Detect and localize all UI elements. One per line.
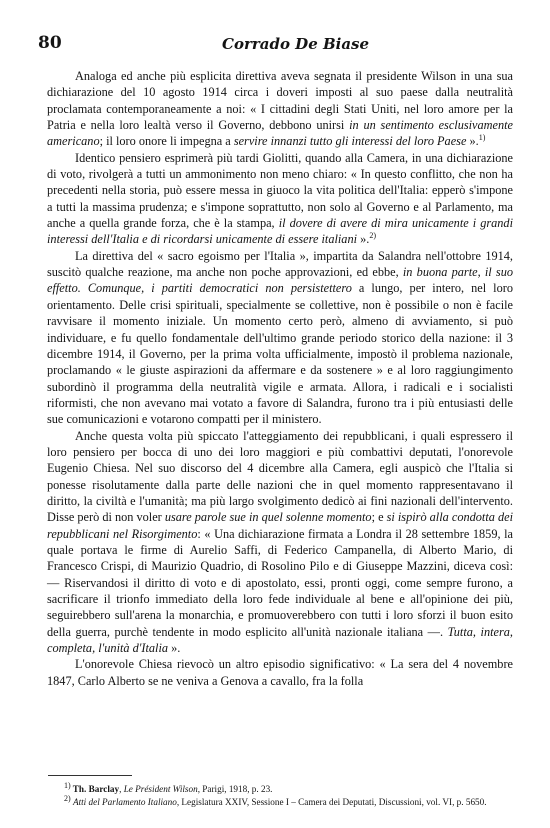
paragraph — [47, 248, 513, 428]
paragraph — [47, 68, 513, 150]
footnote-ref: 1) — [64, 780, 71, 790]
text-run: ; il loro onore li impegna a — [99, 134, 234, 149]
text-run: usare parole sue in quel solenne momento — [164, 510, 372, 525]
text-run: in un sentimento esclusivamente americano — [47, 118, 514, 149]
text-run: Tutta, intera, completa, l'unità d'Italia — [47, 624, 513, 656]
running-title: Corrado De Biase — [222, 35, 370, 53]
text-run: a lungo, per intero, nel loro orientamento. Delle crisi spirituali, specialmente se collettive, non è possibile o non è facile ravvisare il momento iniziale. Un momento certo però, almeno di avviamento, si può individuare, e fu quello fondamentale dell'ultimo grande periodo storico della nazione: il 3 dicembre 1914, il Governo, per la prima volta ufficialmente, impostò il problema nazionale, proclamando « le giuste aspirazioni da affermare e da sostenere » e al loro raggiungimento subordinò il programma della neutralità vigile e armata. Allora, i radicali e i socialisti riformisti, che non avevano mai votato a favore di Salandra, furono tra i più entusiasti delle sue comunicazioni e votarono compatti per il ministero. — [47, 281, 513, 427]
text-run: Anche questa volta più spiccato l'atteggiamento dei repubblicani, i quali espressero il loro pensiero per bocca di uno dei loro maggiori e più combattivi deputati, l'onorevole Eugenio Chiesa. Nel suo discorso del 4 dicembre alla Camera, egli auspicò che l'Italia si ponesse risolutamente dalla parte delle nazioni che in quel momento rappresentavano il diritto, la civiltà e l'umanità; ma più largo svolgimento dedicò ai fini nazionali dell'intervento. Disse però di non voler — [47, 428, 513, 525]
text-run: Th. Barclay — [70, 784, 120, 794]
text-run: ». — [466, 134, 479, 149]
text-run: La direttiva del « sacro egoismo per l'Italia », impartita da Salandra nell'ottobre 1914, suscitò qualche reazione, ma anche non poche approvazioni, ed ebbe, — [47, 248, 513, 280]
paragraph — [47, 428, 513, 657]
text-run: Identico pensiero esprimerà più tardi Giolitti, quando alla Camera, in una dichiarazione di voto, rivolgerà a tutti un ammonimento non meno chiaro: « In questo conflitto, che non ha precedenti nella storia, può essere messa in giuoco la vita politica dell'Italia: epperò s'impone a tutti la massima prudenza; e s'impone soprattutto, non solo al Governo e al Parlamento, ma anche a quella grande forza, che è la stampa, — [47, 150, 513, 231]
body-text — [47, 68, 513, 689]
text-run: L'onorevole Chiesa rievocò un altro episodio significativo: « La sera del 4 novembre 1847, Carlo Alberto se ne veniva a Genova a cavallo, fra la folla — [47, 657, 513, 688]
paragraph — [47, 656, 513, 689]
footnotes — [48, 780, 512, 809]
text-run: si ispirò alla condotta dei repubblicani nel Risorgimento — [47, 510, 513, 541]
footnote-divider — [48, 775, 132, 776]
text-run: Le Président Wilson — [123, 784, 198, 794]
text-run: , — [119, 784, 124, 794]
text-run: Analoga ed anche più esplicita direttiva aveva segnata il presidente Wilson in una sua dichiarazione del 10 agosto 1914 circa i doveri imposti al suo paese dalla neutralità proclamata contemporaneamente a noi: « I cittadini degli Stati Uniti, nel loro amore per la Patria e nella loro lealtà verso il Governo, debbono unirsi — [47, 69, 513, 133]
text-run: , Legislatura XXIV, Sessione I – Camera dei Deputati, Discussioni, vol. VI, p. 5650. — [176, 797, 487, 807]
page-header — [38, 33, 512, 59]
text-run: ; e — [371, 510, 387, 525]
text-run: ». — [357, 232, 370, 247]
footnote — [48, 780, 512, 796]
paragraph — [47, 150, 513, 248]
text-run: ». — [168, 641, 181, 656]
text-run: Atti del Parlamento Italiano — [72, 797, 177, 807]
text-run: il dovere di avere di mira unicamente i grandi interessi dell'Italia e di ricordarsi unicamente di essere italiani — [47, 216, 513, 247]
footnote-ref: 2) — [369, 231, 376, 241]
text-run: servire innanzi tutto gli interessi del loro Paese — [233, 134, 467, 149]
text-run: : « Una dichiarazione firmata a Londra il 28 settembre 1859, la quale portava le firme di Aurelio Saffi, di Federico Campanella, di Alberto Mario, di Francesco Crispi, di Maurizio Quadrio, di Rosolino Pilo e di Giuseppe Mazzini, diceva così: — Riservandosi il diritto di voto e di apostolato, essi, pronti oggi, come sempre furono, a sacrificare il trionfo immediato della loro fede individuale al bene e all'opinione dei più, seguirebbero sull'arena la monarchia, e promuoverebbero con tutti i loro sforzi il buon esito della guerra, purchè tendente in modo esplicito all'unità nazionale italiana —. — [47, 526, 513, 639]
page-number: 80 — [38, 33, 62, 53]
footnote — [48, 793, 512, 809]
footnote-ref: 2) — [64, 793, 71, 803]
footnote-ref: 1) — [478, 133, 486, 143]
text-run: , Parigi, 1918, p. 23. — [197, 784, 273, 794]
text-run: in buona parte, il suo effetto. Comunque, i partiti democratici non persistettero — [47, 265, 513, 296]
